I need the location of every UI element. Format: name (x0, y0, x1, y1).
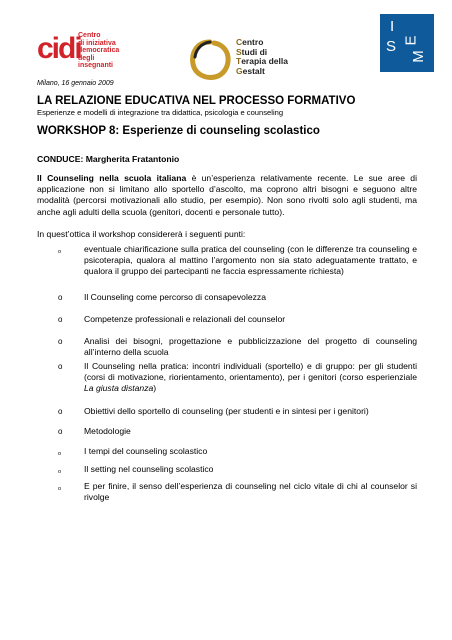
list-item: o Competenze professionali e relazionali del counselor (58, 314, 286, 324)
isem-logo: I S E M (380, 14, 434, 72)
document-date: Milano, 16 gennaio 2009 (37, 80, 114, 87)
conductor-line: CONDUCE: Margherita Fratantonio (37, 154, 180, 164)
cidi-logo (37, 28, 120, 72)
list-item: o I tempi del counseling scolastico (58, 446, 208, 457)
workshop-title: WORKSHOP 8: Esperienze di counseling scolastico (37, 125, 320, 137)
csteg-logo (188, 38, 318, 88)
enso-circle-icon (188, 38, 232, 82)
list-item: o Analisi dei bisogni, progettazione e pubblicizzazione del progetto di counseling all’interno della scuola (58, 336, 417, 358)
list-item: o Il Counseling nella pratica: incontri individuali (sportello) e di gruppo: per gli studenti (corsi di motivazione, riorientamento, orientamento), per i genitori (corso esperienziale La giusta distanza) (58, 361, 417, 394)
cidi-logo-mark: cidi (37, 32, 81, 65)
list-item: o Obiettivi dello sportello di counseling (per studenti e in sintesi per i genitori) (58, 406, 369, 416)
lead-paragraph: In quest’ottica il workshop considererà i seguenti punti: (37, 229, 246, 239)
cidi-logo-text: Centro di iniziativa democratica degli insegnanti (78, 32, 120, 69)
list-item: o Metodologie (58, 426, 131, 436)
document-subtitle: Esperienze e modelli di integrazione tra didattica, psicologia e counseling (37, 108, 284, 117)
list-item: o Il Counseling come percorso di consapevolezza (58, 292, 267, 302)
intro-paragraph: Il Counseling nella scuola italiana è un’esperienza relativamente recente. Le sue aree di applicazione non si limitano allo sportello d’ascolto, ma coprono altri bisogni e seguono altre modalità (percorsi motivazionali allo studio, per esempio). Non sono rivolti solo agli studenti, ma anche agli adulti della scuola (genitori, docenti e personale tutto). (37, 173, 417, 217)
csteg-logo-text: Centro Studi di Terapia della Gestalt (236, 37, 288, 76)
header-logos (0, 14, 452, 76)
list-item: o eventuale chiarificazione sulla pratica del counseling (con le differenze tra counseling e psicoterapia, qualora al mattino l’argomento non sia stato adeguatamente trattato, e qualora il gruppo dei partecipanti ne faccia espressamente richiesta) (58, 244, 417, 277)
list-item: o E per finire, il senso dell’esperienza di counseling nel ciclo vitale di chi al counselor si rivolge (58, 481, 417, 503)
document-title: LA RELAZIONE EDUCATIVA NEL PROCESSO FORMATIVO (37, 95, 356, 107)
list-item: o Il setting nel counseling scolastico (58, 464, 214, 475)
